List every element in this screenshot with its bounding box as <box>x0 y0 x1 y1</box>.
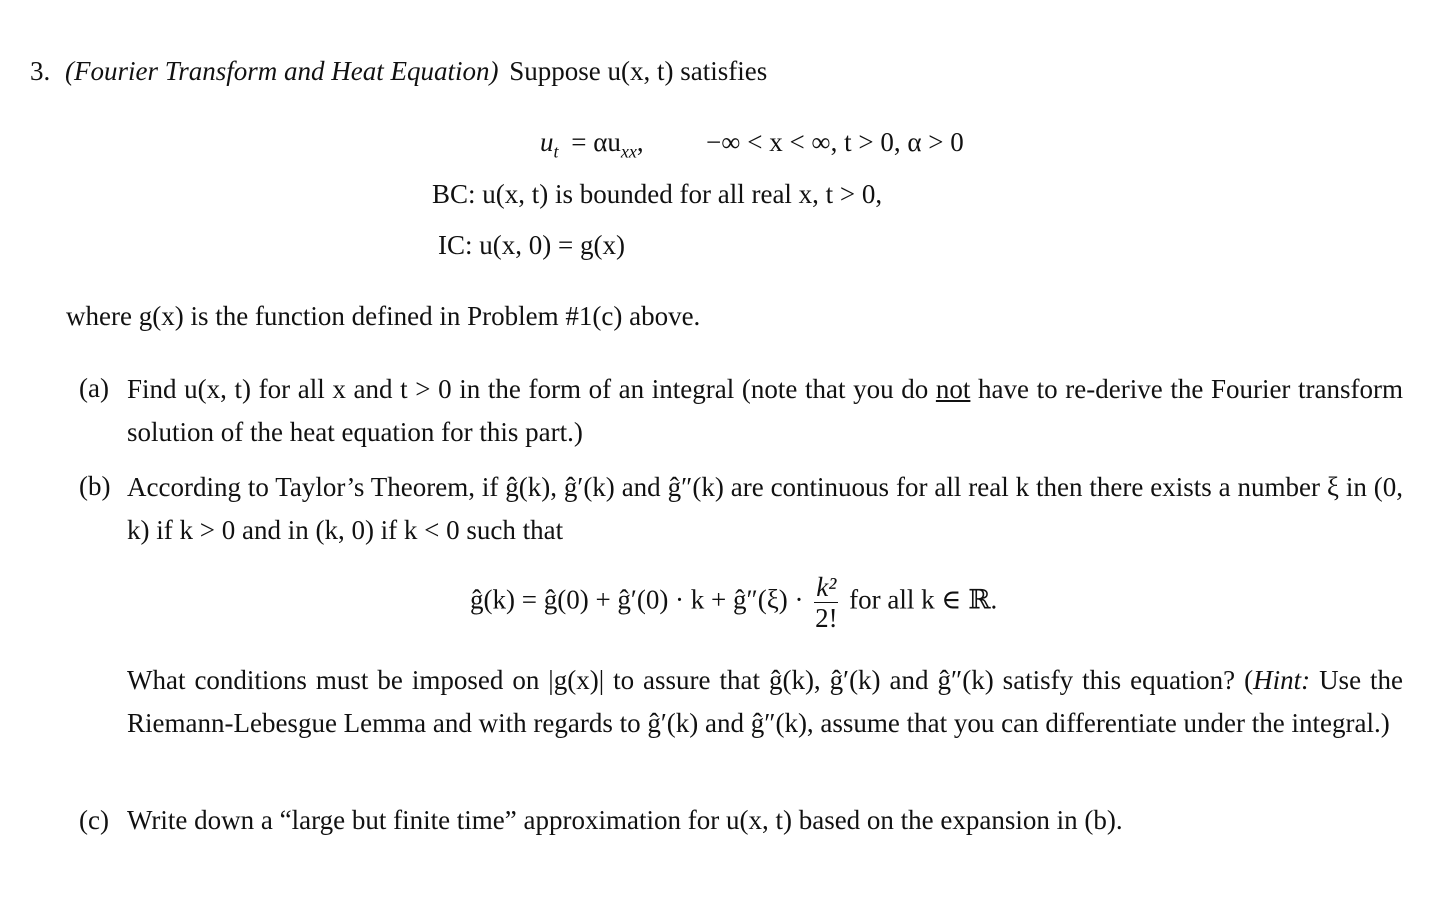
problem-header <box>30 56 767 87</box>
problem-intro: Suppose u(x, t) satisfies <box>509 56 768 86</box>
pde-equation: $u_t = \alpha u_{xx}$, <box>540 127 644 162</box>
taylor-fraction: $\frac{\text{k²}}{2!}$ <box>815 572 838 633</box>
problem-title: (Fourier Transform and Heat Equation) <box>65 56 499 86</box>
underlined-not: not <box>935 374 971 404</box>
part-a-text: Find u(x, t) for all x and t > 0 in the form of an integral (note that you do not have to re-derive the Fourier transform solution of the heat equation for this part.) <box>127 374 1404 447</box>
pde-domain: −∞ < x < ∞, t > 0, α > 0 <box>706 127 964 157</box>
part-b-text: According to Taylor’s Theorem, if ĝ(k), ĝ′(k) and ĝ″(k) are continuous for all real k then there exists a number ξ in (0, k) if k > 0 and in (k, 0) if k < 0 such that <box>127 472 1403 545</box>
where-text: where g(x) is the function defined in Problem #1(c) above. <box>66 301 701 331</box>
part-c-label: (c) <box>79 805 109 835</box>
part-b-question: What conditions must be imposed on |g(x)| to assure that ĝ(k), ĝ′(k) and ĝ″(k) satisfy this equation? (Hint: Use the Riemann-Lebesgue Lemma and with regards to ĝ′(k) and ĝ″(k), assume that you can differentiate under the integral.) <box>127 665 1404 738</box>
part-a-label: (a) <box>79 373 109 403</box>
initial-condition: IC: u(x, 0) = g(x) <box>438 230 625 260</box>
boundary-condition: BC: u(x, t) is bounded for all real x, t > 0, <box>432 179 883 209</box>
part-c-text: Write down a “large but finite time” approximation for u(x, t) based on the expansion in (b). <box>127 805 1123 835</box>
problem-number: 3. <box>30 56 51 86</box>
hint-label: Hint: <box>1253 665 1311 695</box>
taylor-equation: ĝ(k) = ĝ(0) + ĝ′(0) · k + ĝ″(ξ) · $\frac{\text{k²}}{2!}$ for all k ∈ ℝ. <box>470 572 998 633</box>
part-b-label: (b) <box>79 471 111 501</box>
